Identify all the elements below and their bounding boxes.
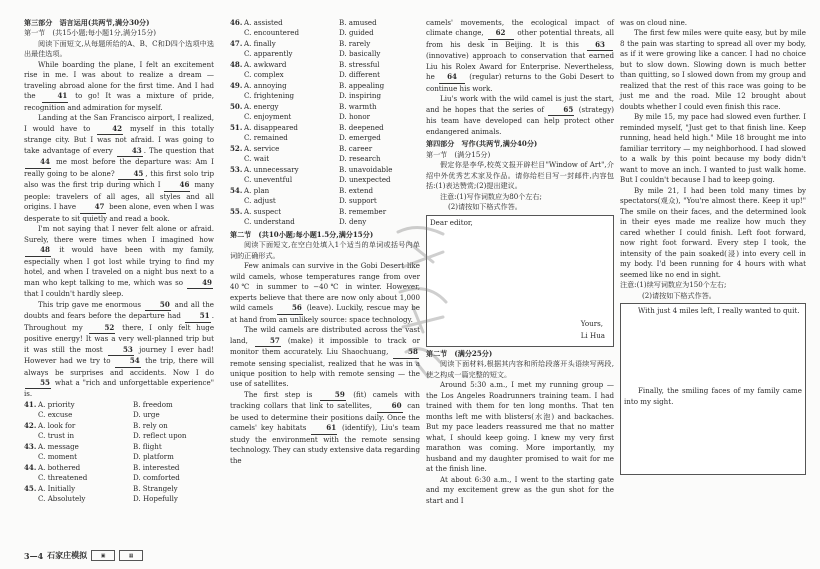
column-4 — [620, 18, 806, 475]
question-48-options — [230, 60, 420, 81]
question-43-options — [24, 442, 214, 463]
writing1-note-1: 注意:(1)写作词数应为80个左右; — [440, 191, 542, 201]
question-number: 44. — [24, 462, 37, 472]
grammar-paragraph-4: camels' movements, the ecological impact of climate change, 62 other potential threats, all from his desk in Beijing. It is this 63 (innovative) approach to conservation that earned Liu his Rolex Award for Enterprise. Nevertheless, he 64 (regular) returns to the Gobi Desert to continue his work. — [426, 18, 614, 93]
option-a: A. annoying — [244, 80, 287, 90]
passage-paragraph-2: Landing at the San Francisco airport, I realized, I would have to 42 myself in this totally strange city. But I was not afraid. I was going to take advantage of every 43 . The question that 44 me most before the departure was: Am I really going to be alone? 45 , this first solo trip also was the first trip during which I 46 many people: travelers of all ages, all styles and all origins. I have 47 been alone, even when I was desperate to sit quietly and read a book. — [24, 113, 214, 223]
footer-title: 石家庄模拟 — [47, 550, 88, 560]
option-c: C. threatened — [38, 473, 88, 483]
writing2-note-1: 注意:(1)续写词数应为150个左右; — [620, 280, 727, 290]
option-spacer — [325, 207, 339, 217]
option-spacer — [325, 112, 339, 122]
option-c: C. encountered — [244, 28, 300, 38]
question-number: 49. — [230, 80, 243, 90]
option-d: D. comforted — [133, 473, 180, 483]
grammar-paragraph-5: Liu's work with the wild camel is just the start, and he hopes that the series of 65 (strategy) his team have developed can help protect other endangered animals. — [426, 94, 614, 136]
letter-salutation: Dear editor, — [430, 217, 473, 227]
option-spacer — [325, 18, 339, 28]
question-number: 55. — [230, 206, 243, 216]
question-42-options — [24, 421, 214, 442]
question-51-options — [230, 123, 420, 144]
option-a: A. priority — [38, 399, 75, 409]
option-spacer — [24, 410, 38, 420]
option-spacer — [325, 175, 339, 185]
option-a: A. Initially — [38, 483, 76, 493]
option-c: C. Absolutely — [38, 494, 86, 504]
writing2-note-2: (2)请按如下格式作答。 — [642, 290, 716, 300]
option-b: B. career — [339, 143, 373, 153]
question-number: 52. — [230, 143, 243, 153]
option-c: C. moment — [38, 452, 78, 462]
option-spacer — [24, 473, 38, 483]
question-number: 51. — [230, 122, 243, 132]
question-52-options — [230, 144, 420, 165]
option-spacer — [230, 133, 244, 143]
option-d: D. honor — [339, 112, 371, 122]
option-b: B. warmth — [339, 101, 377, 111]
option-d: D. reflect upon — [133, 431, 187, 441]
letter-closing: Yours, — [580, 319, 603, 329]
writing1-title: 第一节 (满分15分) — [426, 149, 491, 159]
question-number: 53. — [230, 164, 243, 174]
page-number: 3—4 — [24, 550, 44, 561]
question-number: 50. — [230, 101, 243, 111]
option-a: A. plan — [244, 185, 270, 195]
option-a: A. awkward — [244, 59, 287, 69]
story-paragraph-4: By mile 15, my pace had slowed even further. I reminded myself, "Just get to that finish line. Keep running, head held high." Mile 18 brought me into familiar territory — my neighborhood. I had slowed to a walk by this point because my body didn't want to move an inch. I wanted to just walk home. But I couldn't because I had to keep going. — [620, 112, 806, 185]
section1-instructions: 阅读下面短文,从每题所给的A、B、C和D四个选项中选出最佳选项。 — [24, 38, 214, 59]
option-a: A. disappeared — [244, 122, 298, 132]
option-spacer — [325, 154, 339, 164]
option-b: B. Strangely — [133, 483, 178, 493]
question-number: 43. — [24, 441, 37, 451]
option-spacer — [230, 91, 244, 101]
option-c: C. excuse — [38, 410, 73, 420]
option-a: A. look for — [38, 420, 76, 430]
option-spacer — [24, 431, 38, 441]
continuation-start-2: Finally, the smiling faces of my family came into my sight. — [624, 386, 802, 406]
question-41-options — [24, 400, 214, 421]
option-d: D. Hopefully — [133, 494, 178, 504]
option-b: B. freedom — [133, 399, 173, 409]
option-d: D. basically — [339, 49, 381, 59]
part4-title: 第四部分 写作(共两节,满分40分) — [426, 139, 538, 149]
option-a: A. service — [244, 143, 280, 153]
option-spacer — [119, 431, 133, 441]
option-d: D. inspiring — [339, 91, 382, 101]
grammar-paragraph-1: Few animals can survive in the Gobi Desert like wild camels, whose temperatures range from over 40℃ in summer to −40℃ in winter. However, experts believe that there are now only about 1,000 wild camels 56 (leave). Luckily, rescue may be at hand from an unlikely source: space technology. — [230, 261, 420, 324]
option-spacer — [325, 60, 339, 70]
option-spacer — [230, 49, 244, 59]
option-d: D. research — [339, 154, 381, 164]
passage-paragraph-1: While boarding the plane, I felt an excitement rise in me. I was about to realize a dream — traveling abroad alone for the first time. And I had the 41 to go! It was a mixture of pride, recognition and admiration for myself. — [24, 59, 214, 112]
option-spacer — [230, 196, 244, 206]
option-b: B. amused — [339, 18, 377, 27]
option-spacer — [230, 28, 244, 38]
option-c: C. uneventful — [244, 175, 293, 185]
option-d: D. guided — [339, 28, 374, 38]
option-spacer — [230, 154, 244, 164]
option-a: A. bothered — [38, 462, 81, 472]
writing2-instructions: 阅读下面材料,根据其内容和所给段落开头语续写两段,使之构成一篇完整的短文。 — [426, 359, 614, 379]
part3-title: 第三部分 语言运用(共两节,满分30分) — [24, 18, 150, 27]
option-spacer — [119, 400, 133, 410]
option-spacer — [119, 484, 133, 494]
section2-instructions: 阅读下面短文,在空白处填入1个适当的单词或括号内单词的正确形式。 — [230, 240, 420, 260]
option-a: A. suspect — [244, 206, 282, 216]
option-spacer — [119, 410, 133, 420]
option-d: D. unexpected — [339, 175, 391, 185]
option-spacer — [24, 452, 38, 462]
story-paragraph-3: The first few miles were quite easy, but by mile 8 the pain was starting to spread all over my body, as if it were growing like a cancer. I had no choice but to slow down. Slowing down is much better than quitting, so I slowed down from my group and realized that the rest of this race was going to be just me and the road. Mile 12 brought about doubts whether I could even finish this race. — [620, 28, 806, 111]
option-spacer — [325, 91, 339, 101]
option-spacer — [325, 144, 339, 154]
question-number: 46. — [230, 18, 243, 27]
qr-code-icon: ▦ — [119, 550, 143, 561]
watermark-stamp-icon — [388, 212, 458, 382]
page-footer — [24, 550, 143, 561]
continuation-answer-box[interactable] — [620, 303, 806, 475]
story-paragraph-1: Around 5:30 a.m., I met my running group — the Los Angeles Roadrunners training team. I had trained with them for ten long months. That ten months left me with blisters(水泡) and backaches. But my pace leaders reassured me that no matter what, I should keep going. I knew my very first marathon was coming. More importantly, my husband and my daughter promised to wait for me at the finish line. — [426, 380, 614, 474]
option-c: C. understand — [244, 217, 295, 227]
writing1-note-2: (2)请按如下格式作答。 — [448, 202, 522, 212]
option-b: B. interested — [133, 462, 180, 472]
option-c: C. trust in — [38, 431, 75, 441]
question-49-options — [230, 81, 420, 102]
option-spacer — [325, 28, 339, 38]
column-1 — [24, 18, 214, 505]
option-a: A. unnecessary — [244, 164, 299, 174]
option-a: A. assisted — [244, 18, 283, 27]
question-44-options — [24, 463, 214, 484]
option-spacer — [325, 123, 339, 133]
option-spacer — [24, 494, 38, 504]
options-41-45 — [24, 400, 214, 505]
option-spacer — [230, 217, 244, 227]
option-c: C. enjoyment — [244, 112, 292, 122]
question-number: 45. — [24, 483, 37, 493]
passage-paragraph-4: This trip gave me enormous 50 and all the doubts and fears before the departure had 51 . Throughout my 52 there, I only felt huge positive energy! It was a very well-planned trip but it was still the most 53 journey I ever had! However had we try to 54 the trip, there will always be surprises and accidents. Now I do 55 what a "rich and unforgettable experience" is. — [24, 299, 215, 399]
story-paragraph-2-cont: was on cloud nine. — [620, 18, 688, 27]
letter-signature: Li Hua — [580, 331, 605, 341]
option-spacer — [325, 81, 339, 91]
passage-paragraph-3: I'm not saying that I never felt alone or afraid. Surely, there were times when I imagined how 48 it would have been with my family, especially when I got lost while trying to find my hotel, and when I traveled on a night bus next to a man who kept talking to me, which was so 49 that I couldn't hardly sleep. — [24, 224, 214, 299]
question-53-options — [230, 165, 420, 186]
question-47-options — [230, 39, 420, 60]
option-spacer — [325, 39, 339, 49]
question-number: 42. — [24, 420, 37, 430]
option-b: B. rely on — [133, 420, 168, 430]
option-spacer — [119, 442, 133, 452]
option-b: B. extend — [339, 185, 374, 195]
question-50-options — [230, 102, 420, 123]
option-a: A. message — [38, 441, 79, 451]
option-spacer — [119, 421, 133, 431]
option-spacer — [230, 70, 244, 80]
option-b: B. deepened — [339, 122, 384, 132]
option-d: D. support — [339, 196, 377, 206]
question-45-options — [24, 484, 214, 505]
publisher-logo-icon: ▣ — [91, 550, 115, 561]
writing2-title: 第二节 (满分25分) — [426, 348, 493, 358]
section1-title: 第一节 (共15小题;每小题1分,满分15分) — [24, 28, 157, 38]
section2-title: 第二节 (共10小题;每小题1.5分,满分15分) — [230, 229, 374, 239]
option-b: B. appealing — [339, 80, 385, 90]
question-number: 41. — [24, 399, 37, 409]
grammar-paragraph-3: The first step is 59 (fit) camels with tracking collars that link to satellites, 60 can be used to determine their positions daily. Once the camels' key habitats 61 (identify), Liu's team study the environment with the remote sensing technology. They can study extensive data regarding the — [230, 389, 420, 465]
question-number: 48. — [230, 59, 243, 69]
option-d: D. emerged — [339, 133, 381, 143]
option-d: D. urge — [133, 410, 160, 420]
option-b: B. rarely — [339, 38, 371, 48]
option-c: C. remained — [244, 133, 288, 143]
options-46-55 — [230, 18, 420, 228]
writing1-instructions: 假定你是李华,校英文报开辟栏目"Window of Art",介绍中外优秀艺术家及作品。请你给栏目写一封邮件,内容包括:(1)表达赞赏;(2)提出建议。 — [426, 160, 614, 191]
option-spacer — [119, 452, 133, 462]
option-d: D. platform — [133, 452, 174, 462]
option-d: D. deny — [339, 217, 367, 227]
story-paragraph-2: At about 6:30 a.m., I went to the starting gate and my excitement grew as the gun shot for the start and I — [426, 474, 614, 505]
option-c: C. adjust — [244, 196, 276, 206]
option-d: D. different — [339, 70, 381, 80]
option-b: B. stressful — [339, 59, 380, 69]
option-spacer — [325, 102, 339, 112]
option-spacer — [230, 112, 244, 122]
option-c: C. apparently — [244, 49, 293, 59]
option-spacer — [119, 463, 133, 473]
option-c: C. frightening — [244, 91, 295, 101]
question-number: 54. — [230, 185, 243, 195]
option-spacer — [325, 133, 339, 143]
option-spacer — [325, 49, 339, 59]
option-b: B. remember — [339, 206, 387, 216]
option-spacer — [325, 70, 339, 80]
option-spacer — [119, 473, 133, 483]
option-spacer — [325, 186, 339, 196]
question-number: 47. — [230, 38, 243, 48]
question-46-options — [230, 18, 420, 39]
question-54-options — [230, 186, 420, 207]
option-spacer — [119, 494, 133, 504]
option-a: A. finally — [244, 38, 276, 48]
option-spacer — [230, 175, 244, 185]
option-spacer — [325, 196, 339, 206]
option-c: C. complex — [244, 70, 284, 80]
option-c: C. wait — [244, 154, 270, 164]
option-a: A. energy — [244, 101, 279, 111]
option-b: B. unavoidable — [339, 164, 393, 174]
continuation-start-1: With just 4 miles left, I really wanted to quit. — [638, 306, 800, 316]
option-spacer — [325, 217, 339, 227]
story-paragraph-5: By mile 21, I had been told many times by spectators(观众), "You're almost there. Keep it up!" The smile on their faces, and the determined look in their eyes made me realize how much they cared whether I could finish. Left foot forward, now right foot forward. Every step I took, the intensity of the pain soaked(浸) into every cell in my body. I'd been running for 4 hours with what seemed like no end in sight. — [620, 185, 806, 279]
option-spacer — [325, 165, 339, 175]
grammar-paragraph-2: The wild camels are distributed across the vast land, 57 (make) it impossible to track or monitor them accurately. Liu Shaochuang, 58 remote sensing specialist, realized that he was in a unique position to help with remote sensing — the use of satellites. — [230, 325, 420, 389]
option-b: B. flight — [133, 441, 162, 451]
